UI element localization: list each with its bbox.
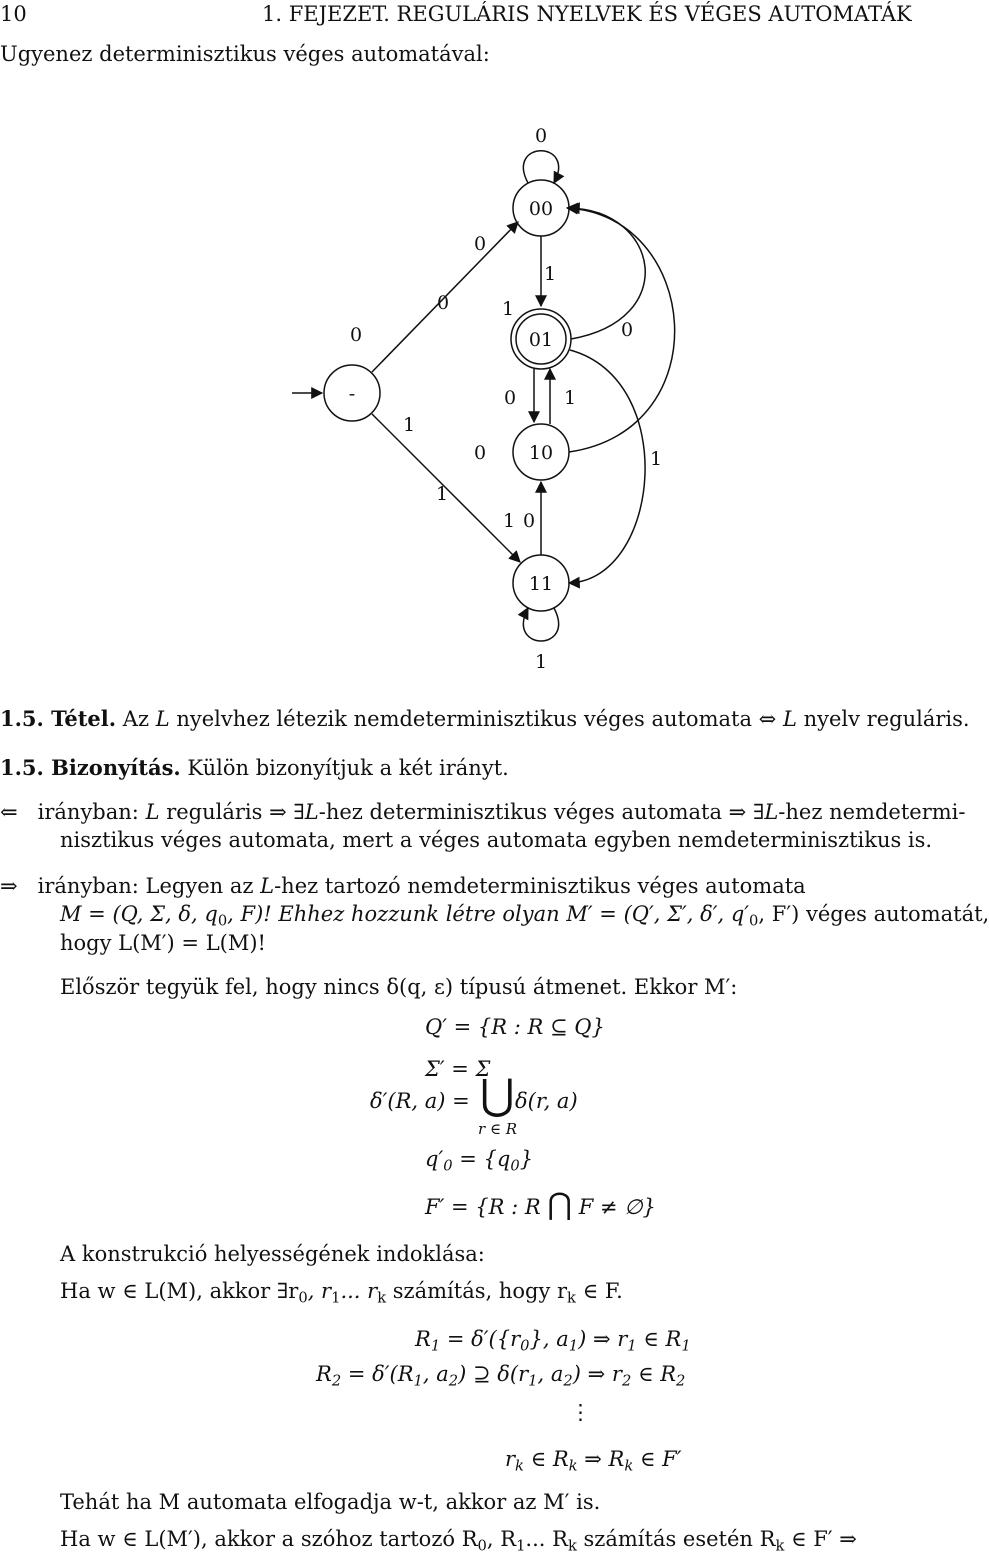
eq-r2: $R_2 = \delta'(R_1$, $a_2$) ⊇ $\delta(r_1$, $a_2$) ⇒ $r_2$ ∈ $R_2$ (316, 1362, 686, 1390)
state-01-accepting (511, 309, 571, 369)
eq-r1: $R_1 = \delta'(\{r_0\}$, $a_1$) ⇒ $r_1$ ∈ $R_1$ (415, 1327, 691, 1355)
label-h: 1 (563, 387, 577, 409)
label-l: 1 (435, 483, 449, 505)
edge-01-00-arc (569, 208, 645, 339)
union-symbol: ⋃ (480, 1070, 515, 1119)
label-b: 0 (436, 292, 450, 314)
proof: 1.5. Bizonyítás. Külön bizonyítjuk a két irányt. (0, 755, 509, 780)
dir2-line2: M = (Q, Σ, δ, $q_0$, F)! Ehhez hozzunk létre olyan M′ = (Q′, Σ′, δ′, $q'_0$, F′) véges automatát, (60, 902, 989, 930)
state-start (324, 365, 380, 421)
state-11 (513, 555, 569, 611)
def-q0: $q'_0 = \{q_0\}$ (425, 1147, 534, 1175)
intro-text: Ugyenez determinisztikus véges automatával: (0, 42, 490, 66)
construct-heading: A konstrukció helyességének indoklása: (60, 1242, 485, 1266)
def-sigma: Σ′ = Σ (425, 1057, 491, 1081)
assumption: Először tegyük fel, hogy nincs δ(q, ε) típusú átmenet. Ekkor M′: (60, 975, 738, 999)
ha1-line: Ha w ∈ L(M), akkor $\exists r_0$, $r_1$... $r_k$ számítás, hogy $r_k$ ∈ F. (60, 1279, 623, 1307)
label-n: 0 (522, 510, 536, 532)
dir1-line2: nisztikus véges automata, mert a véges automata egyben nemdeterminisztikus is. (60, 828, 933, 852)
def-q: Q′ = {R : R ⊆ Q} (425, 1015, 605, 1039)
svg-text:00: 00 (528, 198, 554, 220)
label-c: 0 (349, 324, 363, 346)
def-delta-rhs: δ(r, a) (515, 1089, 578, 1113)
vdots: ⋮ (570, 1400, 591, 1424)
def-delta-lhs: δ′(R, a) = (370, 1089, 470, 1113)
svg-text:10: 10 (528, 442, 554, 464)
dir2-line3: hogy L(M′) = L(M)! (60, 931, 266, 955)
def-delta-under: r ∈ R (478, 1120, 518, 1138)
label-i: 1 (402, 414, 416, 436)
eq-rk: $r_k$ ∈ $R_k$ ⇒ $R_k$ ∈ F′ (505, 1447, 682, 1475)
loop-00 (523, 151, 558, 183)
state-10 (513, 424, 569, 480)
page-number: 10 (0, 2, 27, 26)
conclusion-1: Tehát ha M automata elfogadja w-t, akkor az M′ is. (60, 1490, 601, 1514)
conclusion-2: Ha w ∈ L(M′), akkor a szóhoz tartozó $R_0$, $R_1$... $R_k$ számítás esetén $R_k$ ∈ F′ ⇒ (60, 1527, 857, 1555)
label-f: 0 (620, 319, 634, 341)
dir2-line1: ⇒ irányban: Legyen az L-hez tartozó nemdeterminisztikus véges automata (0, 874, 806, 898)
label-loop-00: 0 (534, 125, 548, 147)
label-j: 0 (473, 442, 487, 464)
label-k: 1 (649, 448, 663, 470)
edge-01-11-arc (569, 350, 645, 583)
def-f: F′ = {R : R ⋂ F ≠ ∅} (425, 1187, 656, 1222)
label-d: 1 (543, 263, 557, 285)
label-m: 1 (502, 510, 516, 532)
label-a: 0 (473, 233, 487, 255)
svg-text:-: - (348, 383, 356, 405)
dir1-line1: ⇐ irányban: L reguláris ⇒ ∃L-hez determinisztikus véges automata ⇒ ∃L-hez nemdetermi- (0, 800, 966, 824)
dfa-diagram (0, 100, 960, 680)
chapter-title: 1. FEJEZET. REGULÁRIS NYELVEK ÉS VÉGES AUTOMATÁK (262, 2, 912, 26)
svg-text:11: 11 (528, 573, 554, 595)
label-g: 0 (503, 387, 517, 409)
svg-text:01: 01 (528, 329, 554, 351)
state-00 (513, 180, 569, 236)
label-e: 1 (501, 298, 515, 320)
theorem: 1.5. Tétel. Az L nyelvhez létezik nemdeterminisztikus véges automata ⇔ L nyelv reguláris. (0, 706, 970, 731)
loop-11 (523, 608, 558, 641)
label-loop-11: 1 (534, 651, 548, 673)
